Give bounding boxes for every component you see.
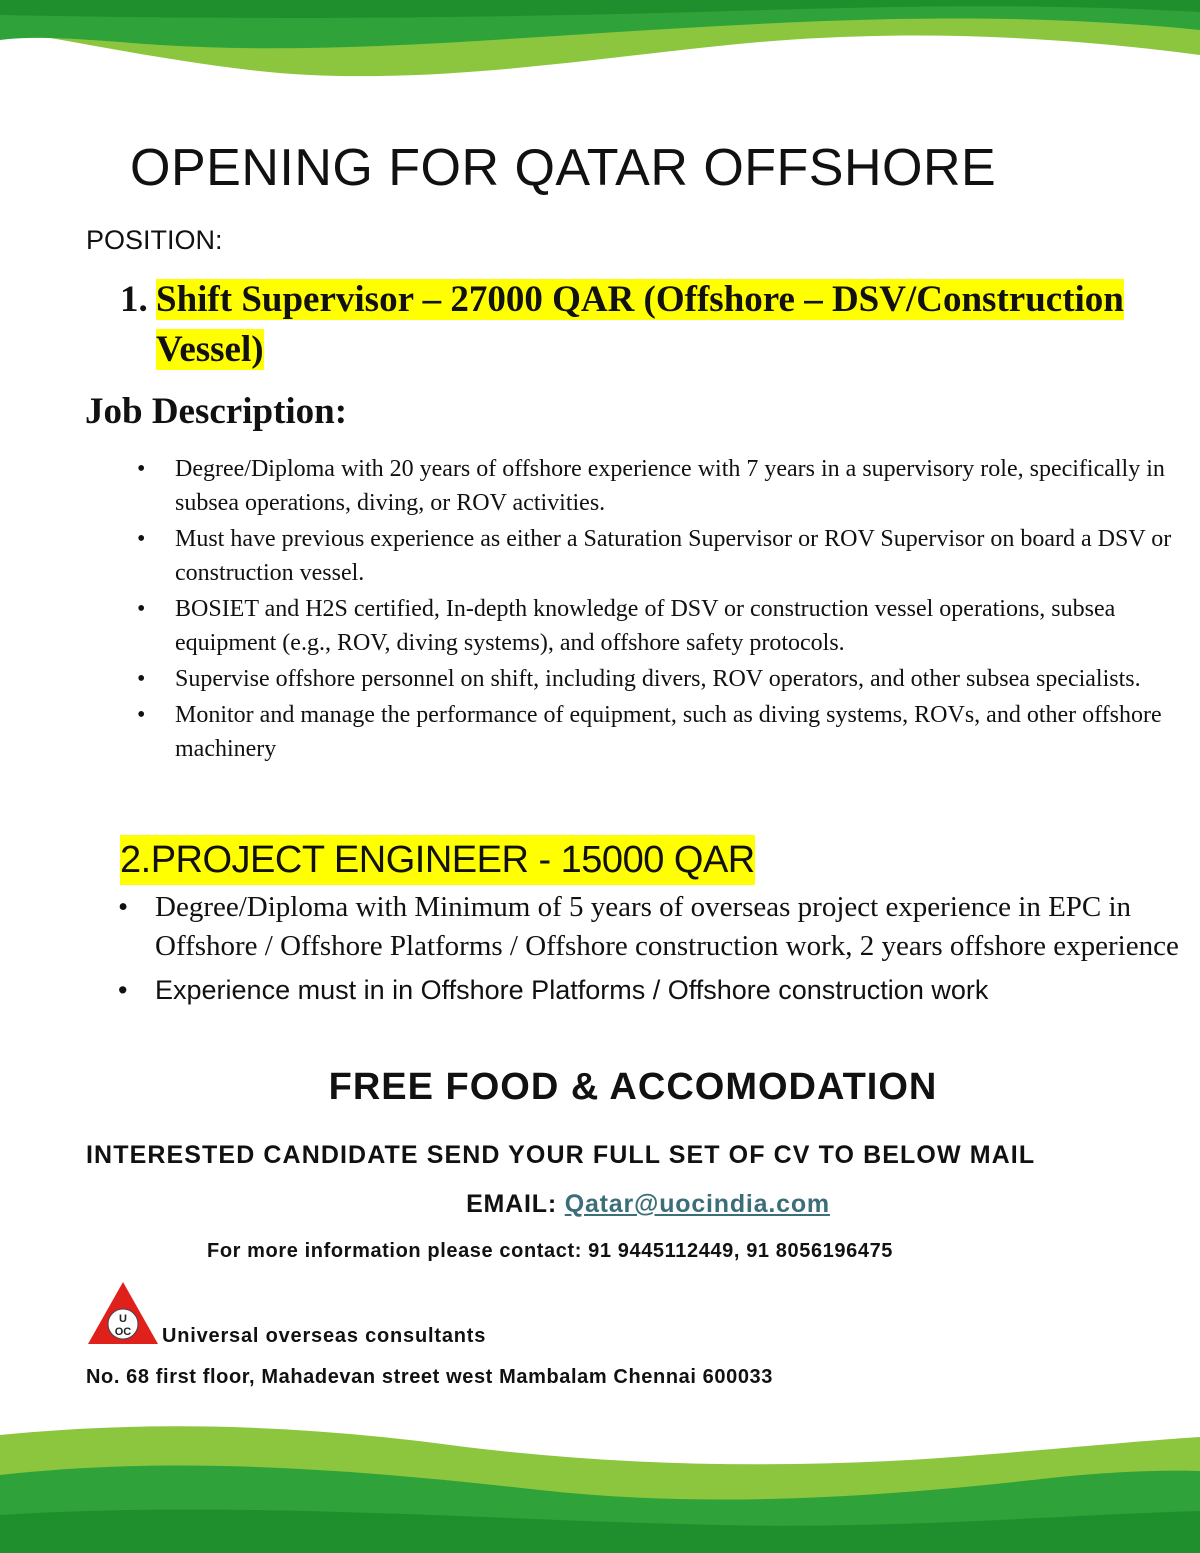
job2-number: 2. [120, 839, 151, 881]
job-description-heading: Job Description: [85, 391, 348, 432]
svg-text:U: U [119, 1313, 127, 1325]
contact-phone-line: For more information please contact: 91 9445112449, 91 8056196475 [207, 1240, 894, 1262]
job1-requirements-list [137, 452, 1177, 768]
company-logo [86, 1280, 160, 1346]
top-wave-decoration [0, 0, 1200, 110]
bullet-icon: • [118, 891, 129, 923]
apply-instruction: INTERESTED CANDIDATE SEND YOUR FULL SET OF CV TO BELOW MAIL [86, 1141, 1036, 1169]
company-address: No. 68 first floor, Mahadevan street west Mambalam Chennai 600033 [86, 1366, 774, 1388]
bullet-icon: • [137, 526, 146, 552]
list-item: • Must have previous experience as either a Saturation Supervisor or ROV Supervisor on board a DSV or construction vessel. [137, 522, 1177, 590]
benefits-banner: FREE FOOD & ACCOMODATION [328, 1066, 938, 1108]
job1-heading [120, 275, 1195, 375]
list-item: • Experience must in in Offshore Platforms / Offshore construction work [118, 970, 1193, 1010]
email-link[interactable]: Qatar@uocindia.com [564, 1190, 830, 1218]
job2-heading [120, 835, 755, 885]
page-title: OPENING FOR QATAR OFFSHORE [130, 139, 997, 197]
list-item: • BOSIET and H2S certified, In-depth knowledge of DSV or construction vessel operations, subsea equipment (e.g., ROV, diving systems), and offshore safety protocols. [137, 592, 1177, 660]
bullet-icon: • [137, 702, 146, 728]
svg-text:OC: OC [114, 1326, 132, 1338]
job2-requirements-list [118, 888, 1193, 1010]
bottom-wave-decoration [0, 1415, 1200, 1553]
bullet-icon: • [137, 456, 146, 482]
email-label: EMAIL: [466, 1190, 557, 1218]
bullet-icon: • [137, 666, 146, 692]
email-line [0, 1190, 1200, 1219]
bullet-icon: • [118, 975, 128, 1005]
list-item: • Monitor and manage the performance of equipment, such as diving systems, ROVs, and other offshore machinery [137, 698, 1177, 766]
position-label: POSITION: [86, 225, 223, 255]
company-name: Universal overseas consultants [162, 1325, 487, 1347]
list-item: • Supervise offshore personnel on shift, including divers, ROV operators, and other subsea specialists. [137, 662, 1177, 696]
bullet-icon: • [137, 596, 146, 622]
list-item: • Degree/Diploma with Minimum of 5 years of overseas project experience in EPC in Offshore / Offshore Platforms / Offshore construction work, 2 years offshore experience [118, 888, 1193, 966]
job1-title: Shift Supervisor – 27000 QAR (Offshore – DSV/Construction Vessel) [156, 279, 1124, 370]
list-item: • Degree/Diploma with 20 years of offshore experience with 7 years in a supervisory role, specifically in subsea operations, diving, or ROV activities. [137, 452, 1177, 520]
job2-title: PROJECT ENGINEER - 15000 QAR [150, 839, 755, 881]
job1-number: 1. [120, 279, 148, 320]
